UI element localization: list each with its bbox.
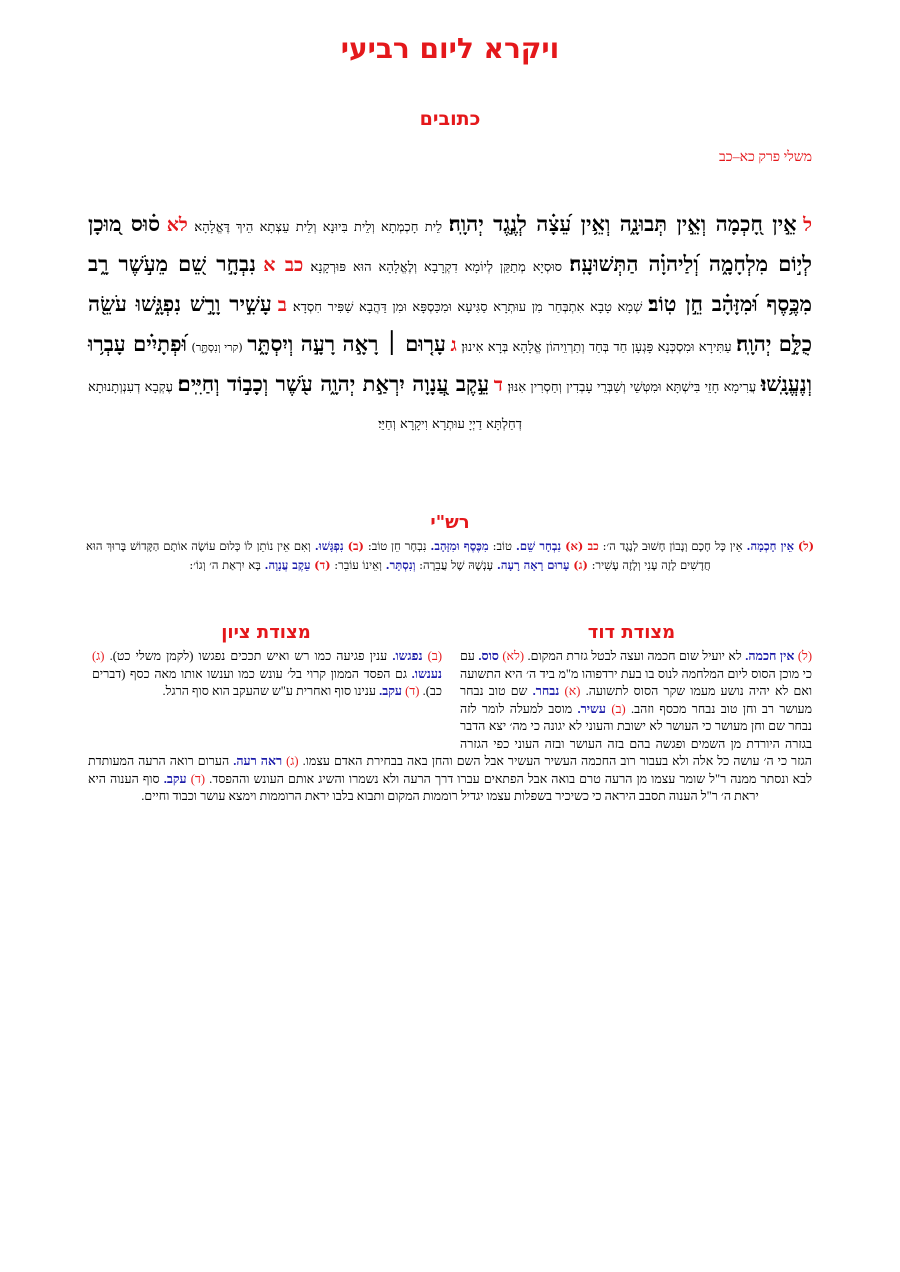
verses-block [88, 206, 812, 443]
targum-text: סוּסְיָא מְתַקַּן לְיוֹמָא דִקְרָבָא וְלֶאֱלָהָא הוּא פּוּרְקָנָא׃ [310, 260, 563, 275]
rashi-entry-text: וְאִם אֵין נוֹתֵן לוֹ כְּלוּם עוֹשֶׂה אוֹתָם הַקָּדוֹשׁ בָּרוּךְ הוּא חֲדָשִׁים לָזֶה עָנִי וְלָזֶה עָשִׁיר: [86, 539, 711, 572]
mz-entry-text: ענין פגיעה כמו רש ואיש תככים נפגשו (לקמן משלי כט). [109, 649, 388, 663]
md-label: (א) [564, 684, 581, 698]
rashi-heading: נִבְחָר שֵׁם. [515, 539, 562, 553]
mz-heading: נפגשו. [392, 649, 423, 663]
md-label: (ל) [797, 649, 813, 663]
md-entry-text: שם טוב נבחר מעושר רב וחן טוב נבחר מכסף וזהב. [460, 684, 813, 716]
md-entry-text: הערום רואה הרעה המעותדת לבא ונסתר ממנה ר"ל שומר עצמו מן הרעה טרם בואה אבל הפתאים עברו דרך הרעה ולא נשמרו והשיג אותם העונש וההפסד. [88, 754, 813, 786]
chapter-reference: משלי פרק כא–כב [719, 150, 812, 165]
verse-number: ד [493, 374, 503, 396]
md-heading: עשיר. [577, 701, 606, 716]
verse-number: כב א [263, 254, 304, 276]
column-spacer [88, 648, 460, 736]
md-label: (ג) [286, 754, 299, 768]
verse-text: עָשִׁ֣יר וָרָ֣שׁ נִפְגָּ֑שׁוּ עֹשֵׂ֖ה כֻלָּ֣ם יְהוָֽה׃ [88, 291, 812, 356]
verse-number: ל [803, 214, 813, 236]
rashi-title: רש"י [430, 512, 470, 533]
md-entry-text: מוסב למעלה לומר לזה נבחר שם וחן מעושר כי העושר לא ישובת והעוני לא יגונה כי מה׳ יצא הדבר בגזרה היורדת מן השמים ופגשה בהם בזה העושר ובזה העוני כפי הגזרה הגזר כי ה׳ עושה כל אלה ולא בעבור רוב החכמה העשיר העשיר אבל השם והחן באה בבחירת האדם עצמו. [302, 701, 813, 768]
rashi-heading: מִכֶּסֶף וּמִזָּהָב. [430, 539, 489, 553]
rashi-label: כב (א) [565, 539, 599, 553]
verse-text: עָר֤וּם ׀ רָאָ֣ה רָעָ֣ה וְיִסְתָּ֑ר [247, 331, 446, 356]
verse-number: ב [277, 294, 287, 316]
targum-text: עֲרִימָא חָזֵי בִּישְׁתָּא וּמִטְּשֵׁי וְשַׁבְּרֵי עָבְדִין וְחַסְרִין אִנּוּן׃ [507, 380, 757, 395]
verse-text: נִבְחָ֣ר שֵׁ֭ם מֵעֹ֣שֶׁר רָ֑ב מִכֶּ֥סֶף וּ֝מִזָּהָ֗ב חֵ֣ן טֽוֹב׃ [88, 251, 812, 316]
rashi-entry-text: טוֹב: [492, 539, 512, 553]
rashi-heading: אֵין חָכְמָה. [746, 539, 794, 553]
rashi-entry-text: נִבְחָר חֵן טוֹב: [367, 539, 427, 553]
md-label: (לא) [502, 649, 525, 663]
metzudat-david-title: מצודת דוד [587, 622, 676, 643]
rashi-entry-text: אֵין כָּל חָכָם וְנָבוֹן חָשׁוּב לְנֶגֶד ה׳: [602, 539, 743, 553]
md-label: (ד) [190, 771, 206, 786]
targum-text: עֶקְבָא דְעִנְוְתָנוּתָא דְחַלְתָּא דַיְיָ עוּתְרָא וִיקָרָא וְחַיֵּי׃ [88, 380, 522, 432]
mz-label: (ב) [427, 649, 442, 663]
md-label: (ב) [611, 701, 626, 716]
rashi-label: (ל) [797, 539, 815, 553]
rashi-entry-text: וְאֵינוֹ עוֹבֵר: [334, 558, 382, 572]
rashi-entry-text: בָּא יִרְאַת ה׳ וְגוֹ׳: [189, 558, 261, 572]
md-heading: סוס. [478, 649, 499, 663]
md-entry-text: לא יועיל שום חכמה ועצה לבטל גזרת המקום. [527, 649, 742, 663]
mz-heading: נענשו. [411, 666, 443, 681]
rashi-heading: וְנִסְתָּר. [385, 558, 416, 572]
rashi-label: (ב) [347, 539, 365, 553]
md-heading: ראה רעה. [233, 754, 283, 768]
rashi-heading: נִפְגָּשׁוּ. [314, 539, 344, 553]
mz-heading: עקב. [379, 684, 402, 698]
md-entry-text: עם כי מוכן הסוס ליום המלחמה לנוס בו בעת ירדפוהו מ"מ ביד ה׳ היא התשועה ואם לא יהיה נושע מעמו שקר הסוס לתשועה. [460, 649, 813, 698]
md-heading: נבחר. [532, 684, 560, 698]
section-subtitle: כתובים [419, 108, 481, 130]
rashi-heading: עָרוּם רָאָה רָעָה. [496, 558, 570, 572]
verse-text: וּ֝פְתָיִ֗ים עָבְר֥וּ וְנֶעֱנָֽשׁוּ׃ [88, 331, 812, 396]
mz-entry-text: גם הפסד הממון קרוי בל׳ עונש כמו וענשו אותו מאה כסף (דברים כב). [92, 666, 442, 698]
metzudat-zion-title: מצודת ציון [221, 622, 311, 643]
page-title: ויקרא ליום רביעי [340, 32, 560, 65]
targum-text: שְׁמָא טָבָא אִתְבְּחַר מִן עוּתְרָא סַגִּיעָא וּמִכַּסְפָּא וּמִן דַּהֲבָא שַׁפִּיר חִסְדָא׃ [292, 300, 643, 315]
rashi-heading: עֵקֶב עֲנָוָה. [264, 558, 311, 572]
metzudat-david-commentary [88, 648, 812, 806]
rashi-label: (ג) [573, 558, 588, 572]
verse-number: לא [166, 214, 188, 236]
verse-text: אֵ֣ין חָ֭כְמָה וְאֵ֣ין תְּבוּנָ֑ה וְאֵ֥ין עֵ֝צָ֗ה לְנֶ֣גֶד יְהוָֽה׃ [448, 211, 797, 236]
md-entry-text: סוף הענוה היא יראת ה׳ ר"ל הענוה תסבב היראה כי כשיכיר בשפלות עצמו יגדיל רוממות המקום ותבוא בלבו יראת הרוממות וימצא עושר וכבוד וחיים. [88, 771, 759, 803]
md-heading: אין חכמה. [745, 649, 795, 663]
rashi-entry-text: עָנְשָׁהּ שֶׁל עֲבֵרָה: [419, 558, 494, 572]
verse-text: עֵ֣קֶב עֲ֭נָוָה יִרְאַ֣ת יְהוָ֑ה עֹ֖שֶׁר וְכָב֣וֹד וְחַיִּֽים׃ [177, 371, 490, 396]
rashi-label: (ד) [314, 558, 331, 572]
rashi-commentary [86, 537, 814, 575]
targum-text: לֵית חָכְמְתָא וְלֵית בִּיוּנָא וְלֵית עֵצְתָא הֵיךְ דֶּאֱלָהָא׃ [194, 220, 443, 235]
mz-label: (ד) [405, 684, 420, 698]
targum-text: עַתִּירָא וּמִסְכְּנָא פָּגְעָן חַד בְּחַד וְתַרְוֵיהוֹן אֱלָהָא בְּרָא אִינוּן׃ [461, 340, 732, 355]
kri-note: (קרי וְנִסְתָּ֑ר) [191, 341, 243, 354]
verse-number: ג [450, 334, 457, 356]
md-heading: עקב. [163, 771, 187, 786]
mz-label: (ג) [92, 649, 105, 663]
mz-entry-text: ענינו סוף ואחרית ע"ש שהעקב הוא סוף הרגל. [162, 684, 376, 698]
verse-text: ס֗וּס מ֭וּכָן לְי֣וֹם מִלְחָמָ֑ה וְ֝לַיהוָ֗ה הַתְּשׁוּעָֽה׃ [88, 211, 813, 276]
